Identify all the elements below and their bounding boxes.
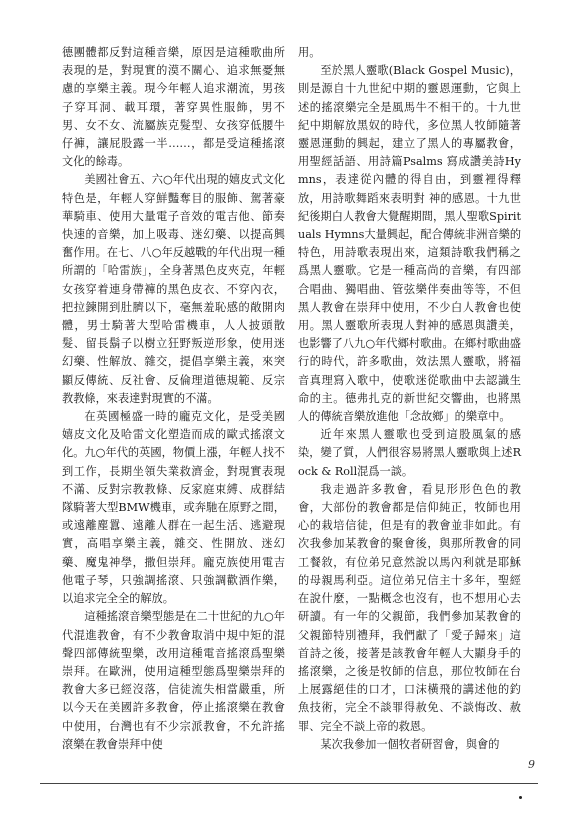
paragraph: 近年來黑人靈歌也受到這股風氣的感染，變了質，人們很容易將黑人靈歌與上述Rock & Roll混爲一談。 bbox=[298, 428, 521, 478]
paragraph: 某次我參加一個牧者研習會，與會的 bbox=[320, 737, 500, 751]
paragraph: 用。 bbox=[298, 46, 321, 59]
paragraph: 在英國極盛一時的龐克文化，是受美國嬉皮文化及哈雷文化塑造而成的歐式搖滾文化。九○年代的英國，物價上漲，年輕人找不到工作，長期坐領失業救濟金，對現實表現不滿、反對宗教教條、反家庭束縛、成群結隊騎著大型BMW機車，或奔馳在原野之間，或遠離塵囂、遠離人群在一起生活、逃避現實，高唱享樂主義，雜交、性開放、迷幻藥、魔鬼神學，撒但崇拜。龐克族使用電吉他電子琴，只強調搖滾、只強調歡酒作樂，以追求完全全的解放。 bbox=[62, 410, 285, 606]
paragraph: 美國社會五、六○年代出現的嬉皮式文化特色是，年輕人穿鮮豔奪目的服飾、駕著豪華騎車、使用大量電子音效的電吉他、節奏快速的音樂，加上吸毒、迷幻藥、以提高興奮作用。在七、八○年反越戰的年代出現一種所謂的「哈雷族」，全身著黑色皮夾克，年輕女孩穿着連身帶褲的黑色皮衣、不穿內衣，把拉鍊開到肚臍以下，毫無羞恥感的敞開肉體，男士騎著大型哈雷機車，人人披頭散髮、留長鬍子以樹立狂野叛逆形象，使用迷幻藥、性解放、雜交，提倡享樂主義，來突顯反傳統、反社會、反倫理道德規範、反宗教教條，來表達對現實的不滿。 bbox=[62, 173, 285, 405]
footer-dot-mark bbox=[519, 796, 522, 799]
paragraph: 德團體都反對這種音樂，原因是這種歌曲所表現的是，對現實的漠不關心、追求無憂無慮的享樂主義。現今年輕人追求潮流，男孩子穿耳洞、載耳環，著穿異性服飾，男不男、女不女、流屬族克髮型、女孩穿低腰牛仔褲，讓屁股露一半……，都是受這種搖滾文化的餘毒。 bbox=[62, 46, 285, 169]
right-text-column bbox=[298, 44, 521, 754]
paragraph: 這種搖滾音樂型態是在二十世紀的九○年代混進教會，有不少教會取消中規中矩的混聲四部傳統聖樂，改用這種電音搖滾爲聖樂崇拜。在歐洲，使用這種型態爲聖樂崇拜的教會大多已經沒落，信徒流失相當嚴重，所以今天在美國許多教會，停止搖滾樂在教會中使用，台灣也有不少宗派教會，不允許搖滾樂在教會崇拜中使 bbox=[62, 610, 285, 751]
footer-divider bbox=[40, 783, 538, 784]
paragraph: 我走過許多教會，看見形形色色的教會，大部份的教會都是信仰純正，牧師也用心的栽培信徒，但是有的教會並非如此。有次我參加某教會的聚會後，與那所教會的同工餐敘，有位弟兄意然說以馬內利就是耶穌的母親馬利亞。這位弟兄信主十多年，聖經在說什麼，一點概念也沒有，也不想用心去研讀。有一年的父親節，我們參加某教會的父親節特別禮拜，我們獻了「愛子歸來」這首詩之後，接著是該教會年輕人大顯身手的搖滾樂，之後是牧師的信息，那位牧師在台上展露絕佳的口才，口沫橫飛的講述他的釣魚技術，完全不談罪得赦免、不談悔改、赦罪、完全不談上帝的救恩。 bbox=[298, 482, 521, 733]
paragraph: 至於黑人靈歌(Black Gospel Music)，則是源自十九世紀中期的靈恩運動，它與上述的搖滾樂完全是風馬牛不相干的。十九世紀中期解放黑奴的時代，多位黑人牧師隨著靈恩運動的興起，建立了黑人的專屬教會，用聖經話語、用詩篇Psalms 寫成讚美詩Hymns，表達從內體的得自由，到靈裡得釋放，用詩歌舞蹈來表明對 神的感恩。十九世紀後期白人教會大覺醒期間，黑人聖歌Spirituals Hymns大量興起，配合傳統非洲音樂的特色，用詩歌表現出來，這類詩歌我們稱之爲黑人靈歌。它是一種高尚的音樂，有四部合唱曲、獨唱曲、管弦樂伴奏曲等等，不但黑人教會在崇拜中使用，不少白人教會也使用。黑人靈歌所表現人對神的感恩與讚美，也影響了八九○年代鄉村歌曲。在鄉村歌曲盛行的時代，許多歌曲，效法黑人靈歌，將福音真理寫入歌中，使歌迷從歌曲中去認識生命的主。德弗扎克的新世紀交響曲，也將黑人的傳統音樂放進他「念故鄉」的樂章中。 bbox=[298, 64, 522, 424]
page-number: 9 bbox=[528, 758, 535, 771]
left-text-column bbox=[62, 44, 285, 754]
